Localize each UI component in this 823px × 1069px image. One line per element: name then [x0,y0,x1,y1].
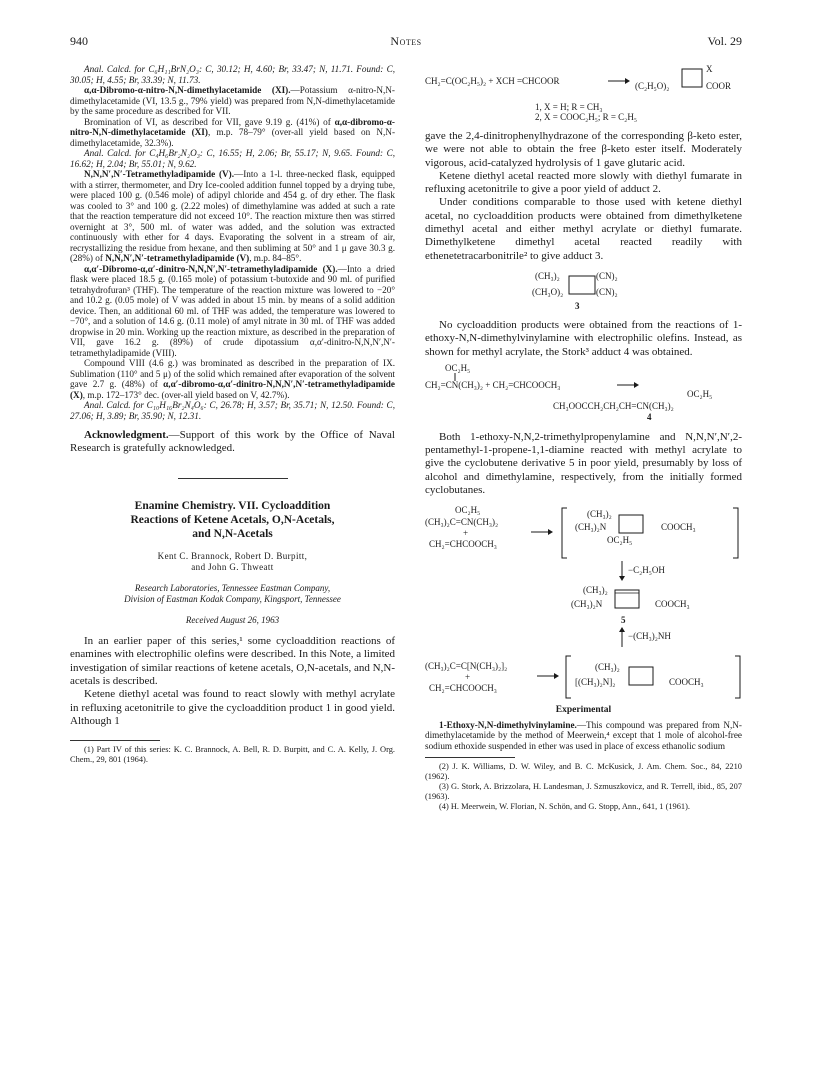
paragraph-text: , m.p. 84–85°. [249,253,302,263]
ester-group: COOCH₃ [669,677,704,688]
reactant: CH₂=CHCOOCH₃ [429,539,497,550]
elimination-arrow-up [618,627,626,647]
paragraph-text: —Potassium α-nitro-N,N-dimethylacetamide (VI, 13.5 g., 79% yield) was prepared from N,N-dimethylacetamide by the same procedure as described for VII. [70,85,395,116]
product-substituent: (C₂H₅O)₂ [635,81,670,91]
acknowledgment-heading: Acknowledgment. [84,429,169,441]
compound-heading: 1-Ethoxy-N,N-dimethylvinylamine. [439,719,577,730]
plus-sign: + [463,528,469,539]
scheme-4 [425,363,742,423]
scheme-reactants: CH₂=CN(CH₃)₂ + CH₂=CHCOOCH₃ [425,379,561,390]
scheme-3 [425,267,742,315]
scheme-5 [425,505,742,701]
scheme-reactants: CH₂=C(OC₂H₅)₂ + XCH =CHCOOR [425,76,560,86]
compound-viii-paragraph [70,358,395,400]
substituent: (CH₃)₂N [571,599,603,610]
title-line: Enamine Chemistry. VII. Cycloaddition [134,499,331,512]
bromination-paragraph [70,117,395,149]
plus-sign: + [465,672,471,683]
compound-name: α,α′-dibromo-α,α′-dinitro-N,N,N′,N′-tetramethyladipamide (X) [70,379,395,400]
intro-paragraph: In an earlier paper of this series,¹ some cycloaddition reactions of enamines with electrophilic olefins were described. In this Note, a limited investigation of similar reactions of ketene acetals, O,N-acetals, and N,N-acetals is described. [70,635,396,687]
substituent: (CH₃)₂ [587,509,612,520]
compound-name: α,α-dibromo-α-nitro-N,N-dimethylacetamide (XI) [70,116,395,137]
product-ester: COOR [706,81,732,91]
acknowledgment [70,429,395,456]
cyclobutane-ring [679,66,707,90]
scheme-1 [425,64,742,130]
paragraph-text: Compound VIII (4.6 g.) was brominated as described in the preparation of IX. Sublimation (110° and 5 μ) of the solid which remained after evaporation of the solvent gave 2.7 g. (48%) of [70,358,395,389]
substituent: (CH₃O)₂ [532,286,564,297]
footnote-rule [70,740,160,741]
received-date: Received August 26, 1963 [185,614,280,625]
substituent: (CH₃)₂ [583,585,608,596]
analysis-paragraph: Anal. Calcd. for C₄H₆Br₂N₂O₃: C, 16.55; H, 2.06; Br, 55.17; N, 9.65. Found: C, 16.62; H, 2.04; Br, 55.01; N, 9.62. [70,148,395,169]
compound-name: N,N,N′,N′-tetramethyladipamide (V) [105,253,250,263]
scheme-product: CH₃OOCCH₂CH₂CH=CN(CH₃)₂ [553,400,674,411]
body-paragraph: Ketene diethyl acetal reacted more slowly with diethyl fumarate in refluxing acetonitrile to give a poor yield of adduct 2. [425,169,742,196]
body-paragraph: Both 1-ethoxy-N,N,2-trimethylpropenylamine and N,N,N′,N′,2-pentamethyl-1-propene-1,1-diamine reacted with methyl acrylate to give the cyclobutene derivative 5 in poor yield, presumably by loss of alcohol and dimethylamine, respectively, from the initially formed cyclobutanes. [425,430,742,497]
footnote: (1) Part IV of this series: K. C. Brannock, A. Bell, R. D. Burpitt, and C. A. Kelly, J. Org. Chem., 29, 801 (1964). [70,745,395,764]
substituent: (CH₃)₂N [575,522,607,533]
intro-paragraph: Ketene diethyl acetal was found to react slowly with methyl acrylate in refluxing acetonitrile to give the cycloaddition product 1 in good yield. Although 1 [70,688,395,727]
body-paragraph: gave the 2,4-dinitrophenylhydrazone of the corresponding β-keto ester, we were not able to obtain the free β-keto ester itself. Moderately vigorous, acid-catalyzed hydrolysis of 1 gave glutaric acid. [425,130,742,169]
cyclobutane-ring [617,513,647,537]
compound-number: 5 [621,615,626,626]
paragraph-text: Bromination of VI, as described for VII, gave 9.19 g. (41%) of [84,116,335,127]
compound-v-paragraph [70,169,395,264]
paragraph-text: —This compound was prepared from N,N-dimethylacetamide by the method of Meerwein,⁴ except that 1 mole of alcohol-free sodium ethoxide suspended in ether was used in place of excess ethanolic sodium [425,719,742,751]
affiliation [70,583,395,605]
article-divider [178,478,288,479]
substituent: (CN)₂ [596,270,618,281]
cyclobutane-ring [627,665,657,689]
ester-group: COOCH₃ [661,522,696,533]
elimination-label: −C₂H₅OH [628,565,665,576]
compound-legend: 2, X = COOC₂H₅; R = C₂H₅ [535,112,637,122]
experimental-paragraph [425,720,742,752]
body-paragraph: No cycloaddition products were obtained from the reactions of 1-ethoxy-N,N-dimethylvinylamine with electrophilic olefins. Instead, as shown for methyl acrylate, the Stork³ adduct 4 was obtained. [425,318,742,358]
footnote: (2) J. K. Williams, D. W. Wiley, and B. C. McKusick, J. Am. Chem. Soc., 84, 2210 (1962). [425,762,742,782]
reaction-arrow [608,76,630,86]
compound-number: 4 [647,411,652,422]
paragraph-text: , m.p. 78–79° (over-all yield based on N,N-dimethylacetamide, 32.3%). [70,127,396,148]
article-authors [70,551,395,573]
paragraph-text: , m.p. 172–173° dec. (over-all yield based on V, 42.7%). [82,389,290,400]
section-title: Notes [390,34,422,48]
footnote-rule [425,757,515,758]
compound-legend: 1, X = H; R = CH₃ [535,102,603,112]
analysis-paragraph: Anal. Calcd. for C₆H₁₁BrN₂O₃: C, 30.12; H, 4.60; Br, 33.47; N, 11.71. Found: C, 30.05; H, 4.55; Br, 33.39; N, 11.73. [70,64,395,85]
cyclobutene-ring [613,588,643,612]
substituent: (CH₃)₂ [595,662,620,673]
reaction-arrow [531,527,553,537]
substituent: [(CH₃)₂N]₂ [575,677,616,688]
footnote: (4) H. Meerwein, W. Florian, N. Schön, and G. Stopp, Ann., 641, 1 (1961). [439,801,690,811]
author-line: Kent C. Brannock, Robert D. Burpitt, [157,550,308,561]
paragraph-text: —Into a 1-l. three-necked flask, equipped with a stirrer, thermometer, and Dry Ice-cooled addition funnel topped by a drying tube, were placed 100 g. (0.546 mole) of adipyl chloride and 454 g. of dry ether. The flask was cooled to 3° and 100 g. (2.22 moles) of dimethylamine was added at such a rate that the reaction temperature did not exceed 10°. The reaction mixture then was stirred overnight at 3°, 500 ml. of water was added, and the solution was extracted continuously with ether for 4 days. Evaporating the solvent in a stream of air, recrystallizing the residue from hexane, and then subliming at 50° and 1 μ gave 30.3 g. (28%) of [70,169,395,263]
ethoxy-group: OC₂H₅ [607,535,633,546]
acknowledgment-text: —Support of this work by the Office of Naval Research is gratefully acknowledged. [70,429,395,455]
ester-group: COOCH₃ [655,599,690,610]
ethoxy-group: OC₂H₅ [445,362,471,373]
title-line: and N,N-Acetals [192,527,273,540]
reactant: CH₂=CHCOOCH₃ [429,683,497,694]
left-column [70,64,395,765]
cyclobutane-ring [567,273,597,297]
affiliation-line: Division of Eastman Kodak Company, Kingsport, Tennessee [124,593,341,604]
page-header [70,34,742,50]
footnote: (3) G. Stork, A. Brizzolara, H. Landesman, J. Szmuszkovicz, and R. Terrell, ibid., 85, 207 (1963). [425,781,742,801]
paragraph-text: —Into a dried flask were placed 18.5 g. (0.165 mole) of potassium t-butoxide and 90 ml. of purified tetrahydrofuran³ (THF). The temperature of the reaction mixture was lowered to −20° and 10.2 g. (0.05 mole) of V was added in about 15 min. by means of a solid addition device. Then, an additional 60 ml. of THF was added, the temperature was lowered to −70°, and a solution of 14.6 g. (0.11 mole) of amyl nitrate in 30 ml. of THF was added dropwise in 20 min. Working up the reaction mixture, as described in the preparation of VII, gave 16.2 g. (89%) of crude dipotassium α,α′-dinitro-N,N,N′,N′-tetramethyladipamide (VIII). [70,263,395,358]
substituent-x: X [706,64,713,74]
experimental-heading: Experimental [555,705,612,716]
elimination-arrow-down [618,561,626,581]
volume-label: Vol. 29 [707,34,742,48]
compound-heading: α,α-Dibromo-α-nitro-N,N-dimethylacetamide (XI). [84,85,291,95]
author-line: and John G. Thweatt [191,561,274,572]
page-number: 940 [70,34,88,48]
article-title [70,499,395,541]
analysis-paragraph: Anal. Calcd. for C₁₀H₁₆Br₂N₄O₆: C, 26.78; H, 3.57; Br, 35.71; N, 12.50. Found: C, 27.06; H, 3.89; Br, 35.90; N, 12.31. [70,400,395,421]
body-paragraph: Under conditions comparable to those used with ketene diethyl acetal, no cycloaddition products were obtained from dimethylketene dimethyl acetal and either methyl acrylate or diethyl fumarate. Dimethylketene dimethyl acetal reacted readily with ethenetetracarbonitrile² to give adduct 3. [425,196,742,262]
substituent: (CN)₂ [596,286,618,297]
affiliation-line: Research Laboratories, Tennessee Eastman Company, [134,582,331,593]
substituent: (CH₃)₂ [535,270,560,281]
reactant: (CH₃)₂C=CN(CH₃)₂ [425,517,499,528]
compound-number: 3 [575,300,580,311]
elimination-label: −(CH₃)₂NH [628,631,671,642]
reaction-arrow [537,671,559,681]
compound-heading: N,N,N′,N′-Tetramethyladipamide (V). [84,169,235,179]
title-line: Reactions of Ketene Acetals, O,N-Acetals, [130,513,335,526]
ethoxy-group: OC₂H₅ [455,505,481,516]
right-column [425,64,742,811]
compound-xi-paragraph [70,85,395,117]
compound-x-paragraph [70,264,395,359]
reactant: (CH₃)₂C=C[N(CH₃)₂]₂ [425,661,508,672]
ethoxy-group: OC₂H₅ [687,388,713,399]
compound-heading: α,α′-Dibromo-α,α′-dinitro-N,N,N′,N′-tetramethyladipamide (X). [84,263,338,274]
reaction-arrow [617,380,639,390]
